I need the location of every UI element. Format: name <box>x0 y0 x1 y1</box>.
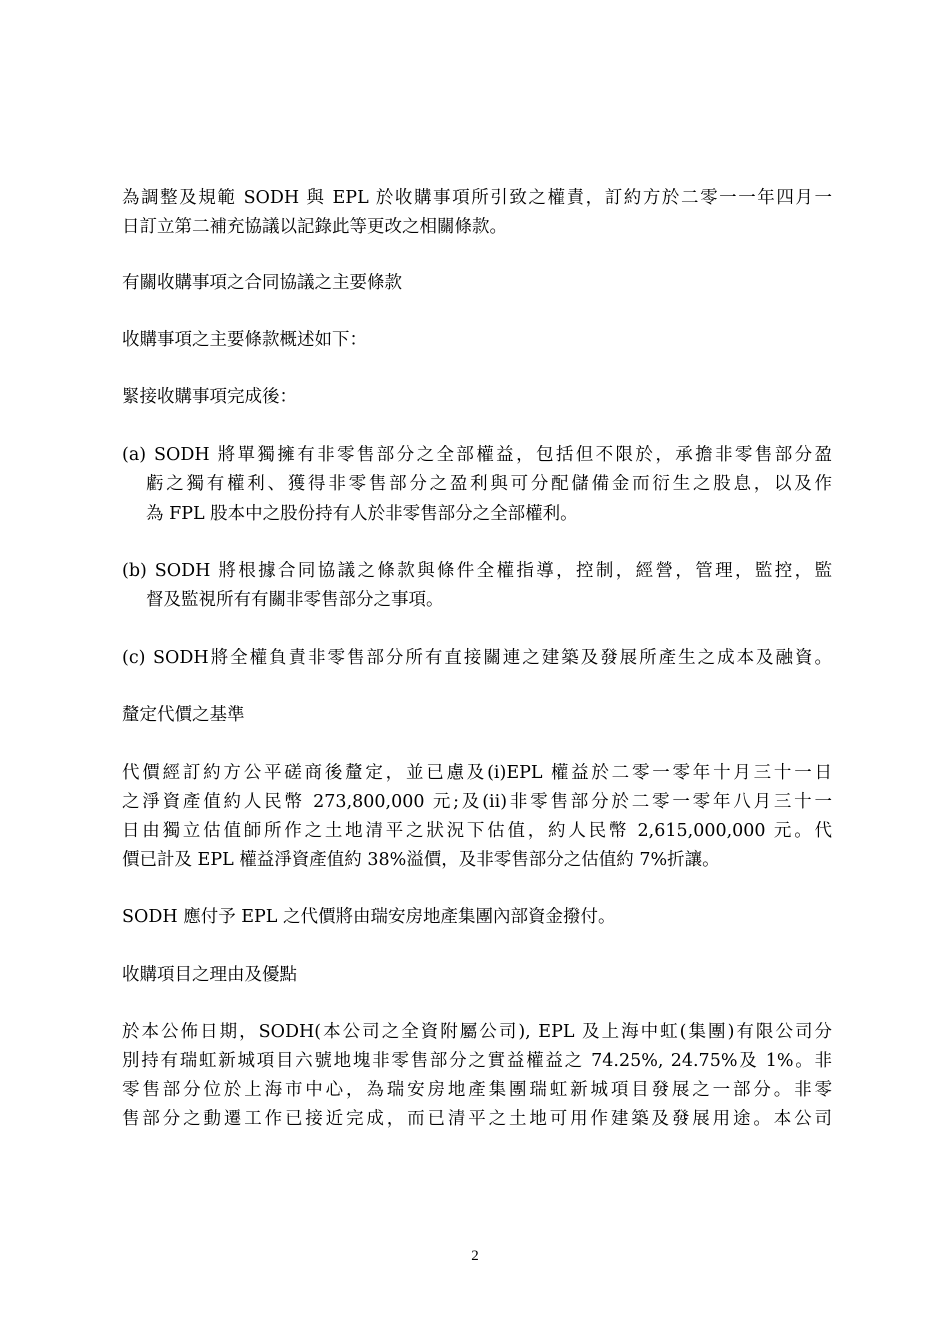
list-item-c: (c) SODH將全權負責非零售部分所有直接關連之建築及發展所產生之成本及融資。 <box>122 648 832 668</box>
paragraph-line: 價已計及 EPL 權益淨資產值約 38%溢價，及非零售部分之估值約 7%折讓。 <box>122 850 720 870</box>
list-item-b: (b) SODH 將根據合同協議之條款與條件全權指導，控制，經營，管理，監控，監 <box>122 561 832 581</box>
paragraph-line: 日由獨立估值師所作之土地清平之狀況下估值，約人民幣 2,615,000,000 元。代 <box>122 821 832 841</box>
paragraph-line: 之淨資產值約人民幣 273,800,000 元;及(ii)非零售部分於二零一零年八月三十一 <box>122 792 832 812</box>
list-item-a-cont: 虧之獨有權利、獲得非零售部分之盈利與可分配儲備金而衍生之股息，以及作 <box>146 474 832 494</box>
paragraph-line: 收購事項之主要條款概述如下： <box>122 330 367 350</box>
paragraph-line: 於本公佈日期，SODH(本公司之全資附屬公司), EPL 及上海中虹(集團)有限公司分 <box>122 1022 832 1042</box>
section-heading: 收購項目之理由及優點 <box>122 965 297 985</box>
paragraph-line: 別持有瑞虹新城項目六號地塊非零售部分之實益權益之 74.25%, 24.75%及 1%。非 <box>122 1051 832 1071</box>
page-number: 2 <box>471 1248 479 1264</box>
section-heading: 釐定代價之基準 <box>122 705 245 725</box>
section-heading: 有關收購事項之合同協議之主要條款 <box>122 273 402 293</box>
paragraph-line: SODH 應付予 EPL 之代價將由瑞安房地產集團內部資金撥付。 <box>122 907 616 927</box>
paragraph-line: 代價經訂約方公平磋商後釐定，並已慮及(i)EPL 權益於二零一零年十月三十一日 <box>122 763 832 783</box>
paragraph-line: 為調整及規範 SODH 與 EPL 於收購事項所引致之權責，訂約方於二零一一年四月一 <box>122 188 832 208</box>
list-item-a-cont: 為 FPL 股本中之股份持有人於非零售部分之全部權利。 <box>146 504 578 524</box>
paragraph-line: 零售部分位於上海市中心，為瑞安房地產集團瑞虹新城項目發展之一部分。非零 <box>122 1080 832 1100</box>
list-item-b-cont: 督及監視所有有關非零售部分之事項。 <box>146 590 444 610</box>
paragraph-line: 日訂立第二補充協議以記錄此等更改之相關條款。 <box>122 217 507 237</box>
list-item-a: (a) SODH 將單獨擁有非零售部分之全部權益，包括但不限於，承擔非零售部分盈 <box>122 445 832 465</box>
paragraph-line: 售部分之動遷工作已接近完成，而已清平之土地可用作建築及發展用途。本公司 <box>122 1109 832 1129</box>
paragraph-line: 緊接收購事項完成後： <box>122 387 297 407</box>
